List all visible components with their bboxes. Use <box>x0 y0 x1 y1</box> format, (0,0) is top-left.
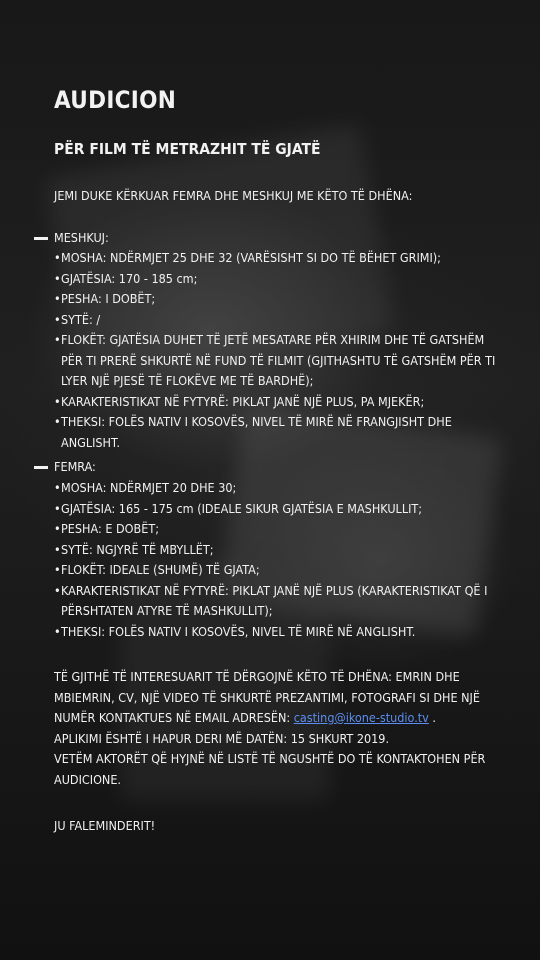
application-info <box>54 667 509 790</box>
intro-text: JEMI DUKE KËRKUAR FEMRA DHE MESHKUJ ME KËTO TË DHËNA: <box>54 188 413 203</box>
female-requirements-list <box>54 478 504 642</box>
list-item: • THEKSI: FOLËS NATIV I KOSOVËS, NIVEL TË MIRË NË FRANGJISHT DHE ANGLISHT. <box>54 412 504 453</box>
email-suffix: . <box>432 710 436 725</box>
poster-title: AUDICION <box>54 86 177 114</box>
list-item: • MOSHA: NDËRMJET 25 DHE 32 (VARËSISHT SI DO TË BËHET GRIMI); <box>54 248 504 269</box>
list-item: • PESHA: E DOBËT; <box>54 519 504 540</box>
male-requirements-list <box>54 248 504 453</box>
application-request <box>54 667 509 729</box>
female-section-heading <box>34 457 96 478</box>
dash-bullet-icon <box>34 466 48 469</box>
list-item: • PESHA: I DOBËT; <box>54 289 504 310</box>
poster-subtitle: PËR FILM TË METRAZHIT TË GJATË <box>54 140 321 158</box>
list-item: • KARAKTERISTIKAT NË FYTYRË: PIKLAT JANË NJË PLUS (KARAKTERISTIKAT QË I PËRSHTATEN ATYRE TË MASHKULLIT); <box>54 581 504 622</box>
email-link[interactable]: casting@ikone-studio.tv <box>293 710 429 725</box>
shortlist-note: VETËM AKTORËT QË HYJNË NË LISTË TË NGUSHTË DO TË KONTAKTOHEN PËR AUDICIONE. <box>54 751 486 787</box>
male-section-heading <box>34 228 109 249</box>
list-item: • GJATËSIA: 170 - 185 cm; <box>54 269 504 290</box>
list-item: • SYTË: / <box>54 310 504 331</box>
female-heading-label: FEMRA: <box>54 459 96 474</box>
list-item: • SYTË: NGJYRË TË MBYLLËT; <box>54 540 504 561</box>
male-heading-label: MESHKUJ: <box>54 230 109 245</box>
list-item: • MOSHA: NDËRMJET 20 DHE 30; <box>54 478 504 499</box>
thanks-text: JU FALEMINDERIT! <box>54 818 156 833</box>
request-text: TË GJITHË TË INTERESUARIT TË DËRGOJNË KËTO TË DHËNA: EMRIN DHE MBIEMRIN, CV, NJË VIDEO TË SHKURTË PREZANTIMI, FOTOGRAFI SI DHE NJË NUMËR KONTAKTUES NË EMAIL ADRESËN: <box>54 669 480 725</box>
list-item: • GJATËSIA: 165 - 175 cm (IDEALE SIKUR GJATËSIA E MASHKULLIT; <box>54 499 504 520</box>
list-item: • KARAKTERISTIKAT NË FYTYRË: PIKLAT JANË NJË PLUS, PA MJEKËR; <box>54 392 504 413</box>
deadline-text: APLIKIMI ËSHTË I HAPUR DERI MË DATËN: 15 SHKURT 2019. <box>54 730 390 746</box>
dash-bullet-icon <box>34 237 48 240</box>
list-item: • FLOKËT: IDEALE (SHUMË) TË GJATA; <box>54 560 504 581</box>
list-item: • THEKSI: FOLËS NATIV I KOSOVËS, NIVEL TË MIRË NË ANGLISHT. <box>54 622 504 643</box>
list-item: • FLOKËT: GJATËSIA DUHET TË JETË MESATARE PËR XHIRIM DHE TË GATSHËM PËR TI PRERË SHKURTË NË FUND TË FILMIT (GJITHASHTU TË GATSHËM PËR TI LYER NJË PJESË TË FLOKËVE ME TË BARDHË); <box>54 330 504 392</box>
